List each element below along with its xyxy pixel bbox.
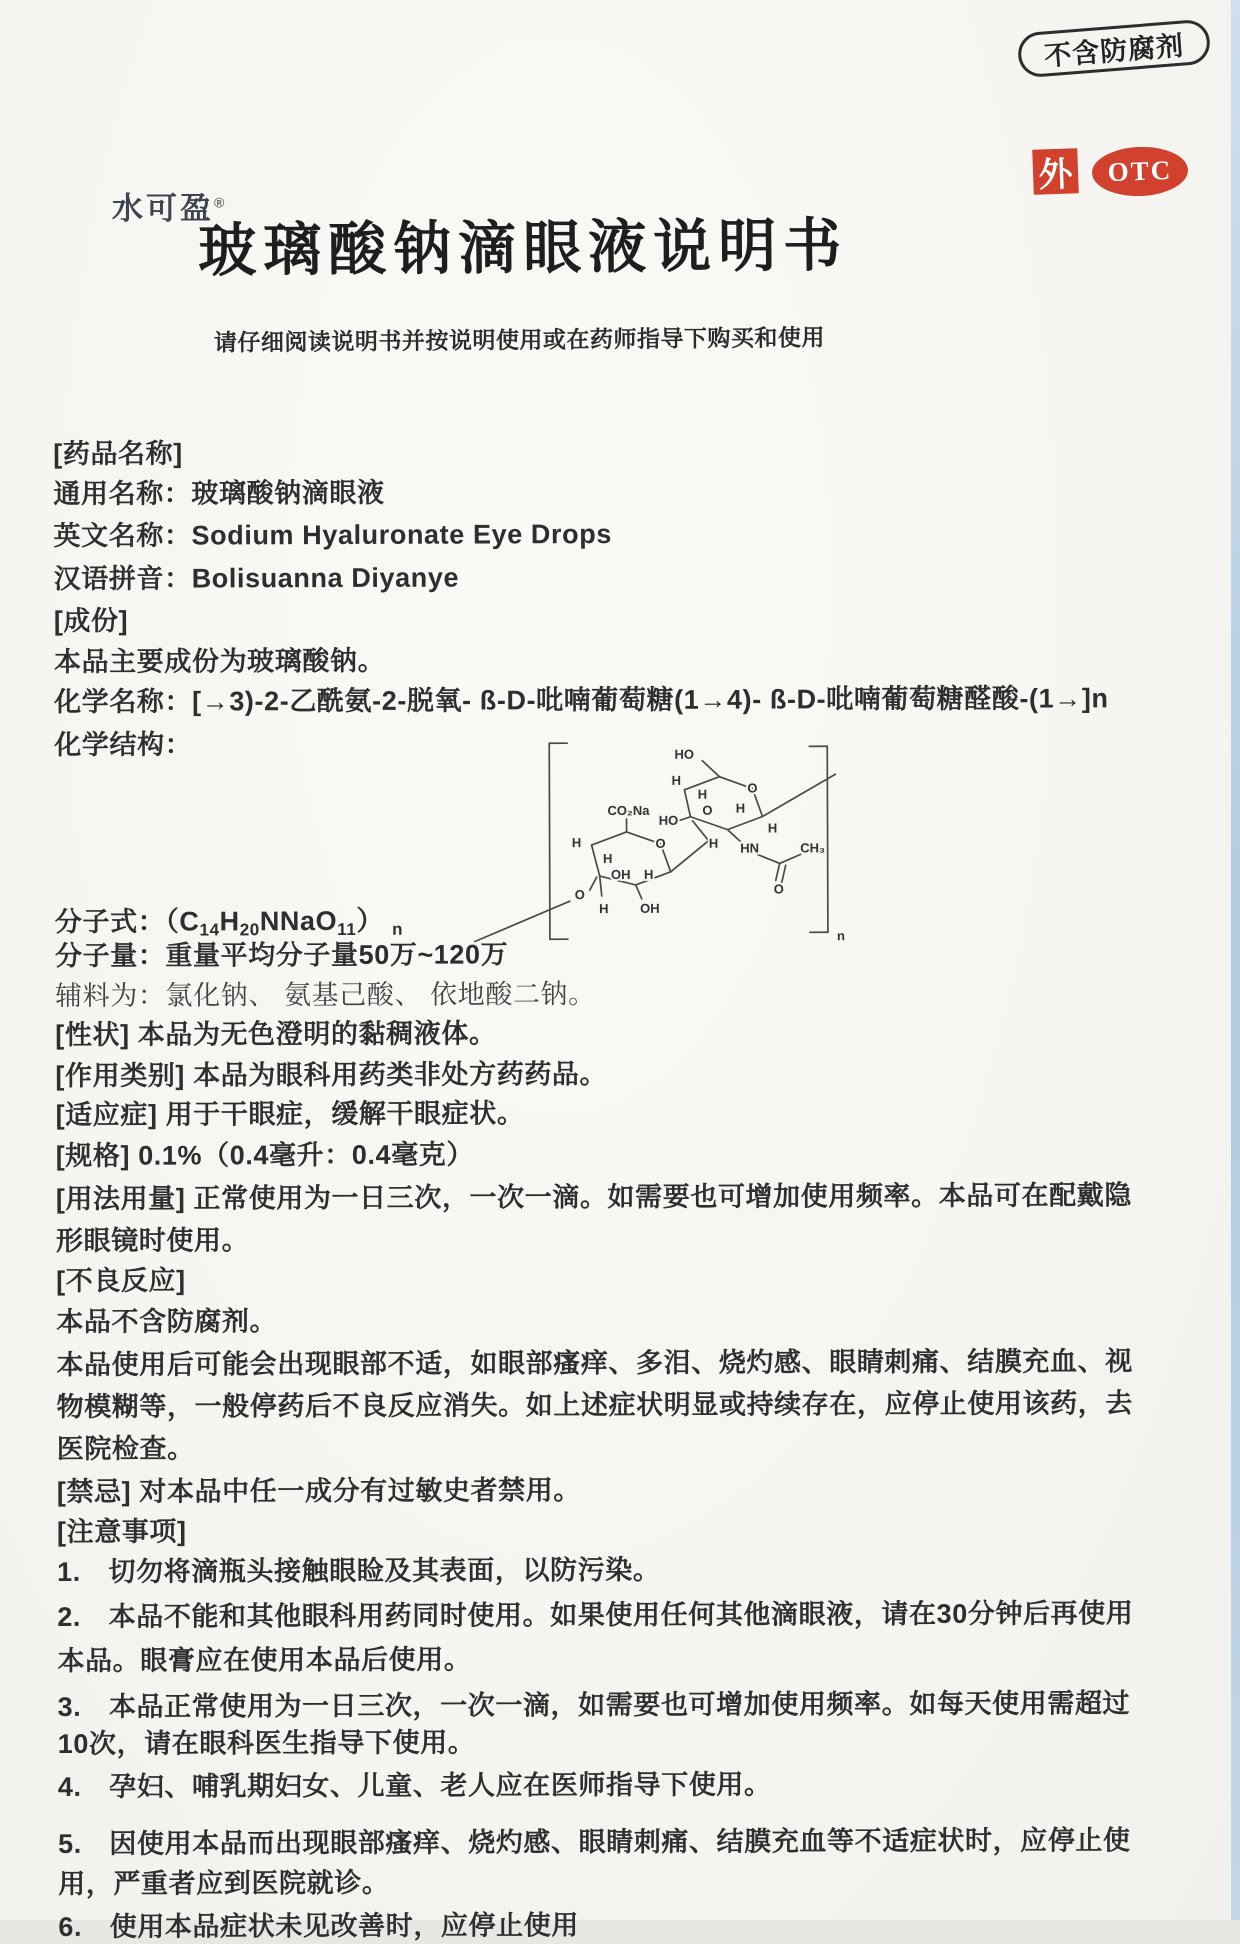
bond-line — [780, 854, 801, 863]
body-line: 5. 因使用本品而出现眼部瘙痒、烧灼感、眼睛刺痛、结膜充血等不适症状时，应停止使 — [58, 1823, 1198, 1861]
body-line: 辅料为：氯化钠、 氨基己酸、 依地酸二钠。 — [55, 975, 1195, 1013]
preservative-free-badge: 不含防腐剂 — [1017, 19, 1212, 79]
brand-text: 水可盈 — [112, 191, 214, 226]
atom-label: OH — [611, 867, 631, 882]
body-line: 4. 孕妇、哺乳期妇女、儿童、老人应在医师指导下使用。 — [58, 1766, 1198, 1804]
atom-label: H — [736, 801, 745, 816]
bond-line — [636, 885, 642, 899]
body-line: 化学结构： — [54, 724, 1194, 762]
formula-segment: H — [220, 906, 240, 936]
bond-line — [702, 761, 719, 777]
registered-trademark-mark: ® — [214, 195, 224, 211]
atom-label: HO — [659, 813, 679, 828]
body-line: [药品名称] — [53, 433, 1193, 471]
formula-segment: NNaO — [260, 906, 338, 936]
formula-subscript: n — [392, 920, 403, 939]
bond-line — [758, 854, 780, 863]
atom-label: O — [702, 803, 712, 818]
body-line: 本品。眼膏应在使用本品后使用。 — [57, 1640, 1197, 1678]
body-line: 汉语拼音：Bolisuanna Diyanye — [54, 558, 1194, 596]
body-line: 医院检查。 — [57, 1428, 1197, 1466]
bond-line — [762, 774, 835, 816]
bond-line — [671, 841, 709, 872]
body-line: [不良反应] — [56, 1260, 1196, 1298]
formula-segment: （C — [165, 906, 199, 936]
body-line: [成份] — [54, 600, 1194, 638]
atom-label: H — [572, 835, 581, 850]
bond-line — [691, 817, 728, 830]
body-line: 本品使用后可能会出现眼部不适，如眼部瘙痒、多泪、烧灼感、眼睛刺痛、结膜充血、视 — [56, 1344, 1196, 1382]
atom-label: H — [603, 851, 612, 866]
body-line: 1. 切勿将滴瓶头接触眼睑及其表面，以防污染。 — [57, 1551, 1197, 1589]
atom-label: OH — [640, 901, 660, 916]
body-line: 分子量：重量平均分子量50万~120万 — [55, 935, 1195, 973]
bond-line — [592, 832, 627, 845]
body-line: 本品不含防腐剂。 — [56, 1301, 1196, 1339]
atom-label: CO₂Na — [607, 803, 650, 818]
formula-subscript: 11 — [337, 920, 356, 939]
formula-subscript: 20 — [240, 920, 260, 939]
bond-line — [684, 790, 690, 817]
atom-label: O — [575, 887, 585, 902]
bond-line — [728, 817, 763, 830]
atom-label: H — [698, 787, 707, 802]
atom-label: n — [837, 928, 845, 943]
body-line: [注意事项] — [57, 1511, 1197, 1549]
body-line: 3. 本品正常使用为一日三次，一次一滴，如需要也可增加使用频率。如每天使用需超过 — [58, 1686, 1198, 1724]
body-line: 6. 使用本品症状未见改善时，应停止使用 — [58, 1906, 1198, 1944]
body-line: [性状] 本品为无色澄明的黏稠液体。 — [55, 1014, 1195, 1052]
formula-segment: 分子式： — [55, 907, 166, 937]
body-line: 英文名称：Sodium Hyaluronate Eye Drops — [53, 515, 1193, 553]
body-line: 化学名称：[→3)-2-乙酰氨-2-脱氧- ß-D-吡喃葡萄糖(1→4)- ß-D-吡喃葡萄糖醛酸-(1→]n — [54, 681, 1194, 719]
atom-label: H — [709, 836, 718, 851]
atom-label: O — [656, 836, 666, 851]
bond-line — [590, 877, 597, 890]
bond-line — [776, 863, 780, 880]
atom-label: O — [747, 781, 757, 796]
body-line: [作用类别] 本品为眼科用药类非处方药药品。 — [55, 1055, 1195, 1093]
atom-label: O — [774, 881, 784, 896]
atom-label: H — [644, 867, 653, 882]
body-line: 用，严重者应到医院就诊。 — [58, 1863, 1198, 1901]
atom-label: HO — [675, 747, 695, 762]
atom-label: CH₃ — [800, 840, 825, 855]
body-line: 形眼镜时使用。 — [56, 1220, 1196, 1258]
atom-label: H — [672, 773, 681, 788]
atom-label: H — [768, 820, 777, 835]
bond-line — [600, 876, 602, 896]
body-line: [用法用量] 正常使用为一日三次，一次一滴。如需要也可增加使用频率。本品可在配戴隐 — [56, 1178, 1196, 1216]
body-line: 物模糊等，一般停药后不良反应消失。如上述症状明显或持续存在，应停止使用该药，去 — [56, 1386, 1196, 1424]
body-line: 10次，请在眼科医生指导下使用。 — [58, 1723, 1198, 1761]
formula-subscript: 14 — [199, 920, 219, 939]
body-line: [适应症] 用于干眼症，缓解干眼症状。 — [55, 1094, 1195, 1132]
body-line: [规格] 0.1%（0.4毫升：0.4毫克） — [56, 1135, 1196, 1173]
body-line: [禁忌] 对本品中任一成分有过敏史者禁用。 — [57, 1471, 1197, 1509]
otc-mark: OTC — [1091, 145, 1189, 197]
bond-line — [592, 845, 600, 876]
atom-label: HN — [740, 841, 759, 856]
photo-edge-strip — [1231, 0, 1240, 1920]
leaflet-title: 玻璃酸钠滴眼液说明书 — [198, 198, 849, 288]
bond-line — [693, 821, 709, 841]
external-use-mark: 外 — [1032, 148, 1079, 195]
body-line: 本品主要成份为玻璃酸钠。 — [54, 641, 1194, 679]
body-line: 2. 本品不能和其他眼科用药同时使用。如果使用任何其他滴眼液，请在30分钟后再使用 — [57, 1596, 1197, 1634]
leaflet-subtitle: 请仔细阅读说明书并按说明使用或在药师指导下购买和使用 — [214, 319, 825, 357]
bond-line — [782, 865, 786, 882]
formula-segment: ） — [356, 906, 384, 936]
atom-label: H — [599, 901, 608, 916]
bond-line — [679, 817, 691, 821]
body-line: 通用名称：玻璃酸钠滴眼液 — [53, 473, 1193, 511]
